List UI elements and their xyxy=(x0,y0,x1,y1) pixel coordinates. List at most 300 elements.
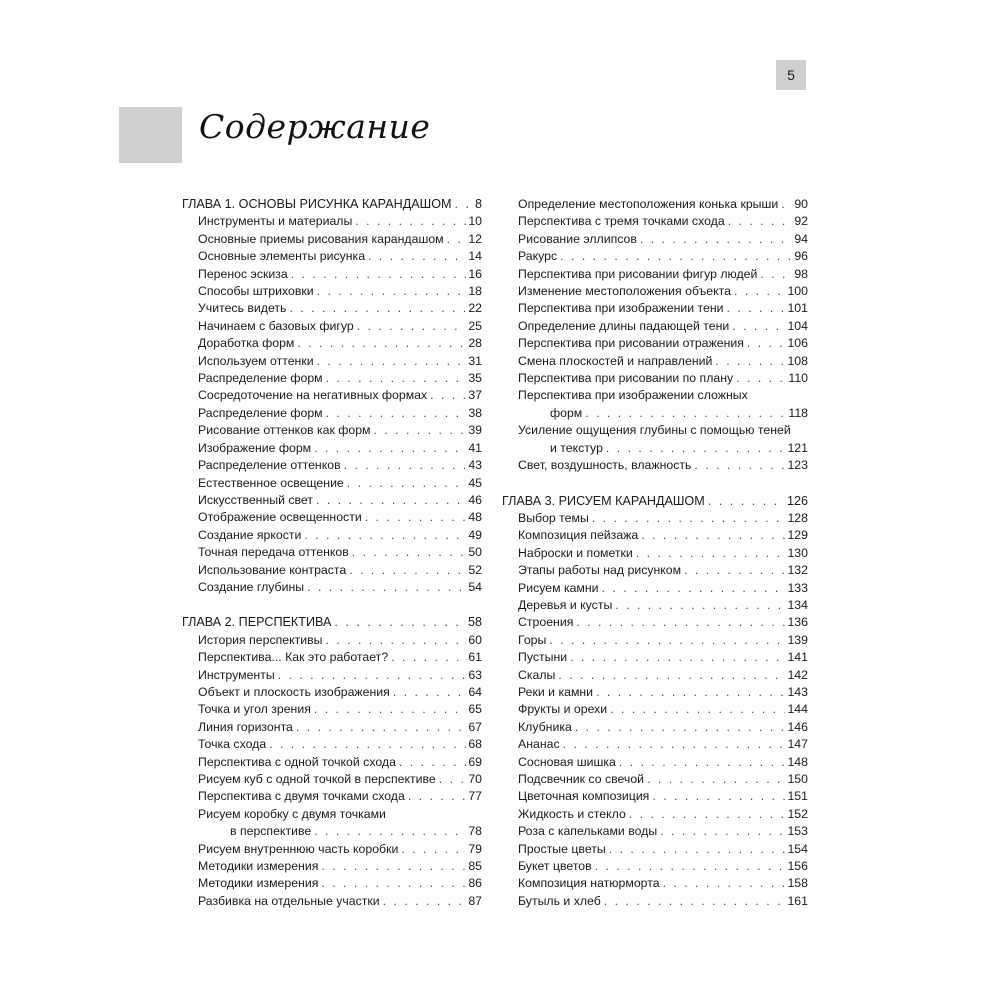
toc-chapter-heading[interactable] xyxy=(182,196,482,213)
toc-entry-label: Учитесь видеть xyxy=(198,301,287,316)
toc-entry-label: Цветочная композиция xyxy=(518,789,650,804)
toc-entry-label: Рисование оттенков как форм xyxy=(198,423,371,438)
dot-leader xyxy=(747,335,786,352)
dot-leader xyxy=(391,649,466,666)
dot-leader xyxy=(439,771,467,788)
toc-entry-label: в перспективе xyxy=(230,824,312,839)
toc-entry[interactable] xyxy=(182,475,482,492)
toc-page-number: 22 xyxy=(468,301,482,316)
toc-entry[interactable] xyxy=(182,858,482,875)
toc-page-number: 132 xyxy=(787,563,808,578)
dot-leader xyxy=(610,701,785,718)
toc-page-number: 87 xyxy=(468,893,482,908)
dot-leader xyxy=(660,823,785,840)
toc-page-number: 121 xyxy=(787,440,808,455)
toc-page-number: 92 xyxy=(794,214,808,229)
title-block-decoration xyxy=(119,107,182,163)
toc-page-number: 48 xyxy=(468,510,482,525)
toc-entry-label: Определение местоположения конька крыши xyxy=(518,197,779,211)
toc-page-number: 69 xyxy=(468,754,482,769)
toc-entry[interactable] xyxy=(182,353,482,370)
dot-leader xyxy=(325,632,466,649)
dot-leader xyxy=(609,841,786,858)
toc-page-number: 31 xyxy=(468,353,482,368)
toc-entry-label: Основные приемы рисования карандашом xyxy=(198,231,444,246)
toc-page-number: 129 xyxy=(787,528,808,543)
toc-entry[interactable] xyxy=(182,736,482,753)
toc-entry-label: Жидкость и стекло xyxy=(518,806,626,821)
dot-leader xyxy=(349,562,466,579)
toc-entry-label: Ананас xyxy=(518,737,560,752)
toc-entry[interactable] xyxy=(502,213,808,230)
dot-leader xyxy=(596,684,785,701)
toc-page-number: 52 xyxy=(468,562,482,577)
toc-page-number: 153 xyxy=(787,824,808,839)
toc-page-number: 60 xyxy=(468,632,482,647)
toc-page-number: 10 xyxy=(468,214,482,229)
toc-entry[interactable] xyxy=(182,527,482,544)
toc-page-number: 54 xyxy=(468,579,482,594)
toc-entry[interactable] xyxy=(502,283,808,300)
dot-leader xyxy=(321,858,466,875)
toc-page-number: 161 xyxy=(787,893,808,908)
toc-page-number: 46 xyxy=(468,492,482,507)
toc-entry-label: Инструменты и материалы xyxy=(198,214,353,229)
toc-page-number: 90 xyxy=(794,197,808,211)
dot-leader xyxy=(399,754,466,771)
toc-entry[interactable] xyxy=(502,719,808,736)
dot-leader xyxy=(344,457,467,474)
toc-entry-label: Объект и плоскость изображения xyxy=(198,684,390,699)
toc-entry[interactable] xyxy=(502,457,808,474)
toc-left-column xyxy=(182,196,482,910)
toc-entry[interactable] xyxy=(182,335,482,352)
dot-leader xyxy=(570,649,785,666)
toc-entry[interactable] xyxy=(182,492,482,509)
dot-leader xyxy=(347,475,467,492)
toc-entry[interactable] xyxy=(502,196,808,213)
toc-entry-label: Распределение форм xyxy=(198,371,323,386)
toc-entry-label: Простые цветы xyxy=(518,841,606,856)
dot-leader xyxy=(694,457,785,474)
dot-leader xyxy=(357,318,467,335)
toc-entry-label: Фрукты и орехи xyxy=(518,702,608,717)
toc-entry-label: Перспектива при изображении сложных xyxy=(518,388,748,403)
toc-entry[interactable] xyxy=(502,387,808,404)
toc-page-number: 154 xyxy=(787,841,808,856)
toc-entry-label: Создание яркости xyxy=(198,527,302,542)
dot-leader xyxy=(314,701,466,718)
dot-leader xyxy=(602,580,786,597)
toc-page-number: 144 xyxy=(787,702,808,717)
toc-entry-label: Рисование эллипсов xyxy=(518,231,637,246)
toc-entry[interactable] xyxy=(182,667,482,684)
toc-entry-label: Этапы работы над рисунком xyxy=(518,563,682,578)
toc-entry-label: Клубника xyxy=(518,719,572,734)
dot-leader xyxy=(326,405,467,422)
toc-entry-label: Букет цветов xyxy=(518,859,592,874)
dot-leader xyxy=(314,823,466,840)
toc-entry-label: Линия горизонта xyxy=(198,719,293,734)
toc-entry[interactable] xyxy=(502,788,808,805)
toc-entry[interactable] xyxy=(182,754,482,771)
dot-leader xyxy=(365,509,467,526)
dot-leader xyxy=(430,387,466,404)
toc-page-number: 41 xyxy=(468,440,482,455)
toc-page-number: 136 xyxy=(787,615,808,630)
dot-leader xyxy=(307,579,466,596)
dot-leader xyxy=(636,545,786,562)
toc-page-number: 45 xyxy=(468,475,482,490)
toc-page-number: 61 xyxy=(468,650,482,665)
toc-entry-label: Перспектива при рисовании отражения xyxy=(518,336,744,351)
toc-entry[interactable] xyxy=(182,213,482,230)
toc-entry-label: Начинаем с базовых фигур xyxy=(198,318,354,333)
dot-leader xyxy=(736,370,786,387)
toc-entry-label: Строения xyxy=(518,615,574,630)
toc-entry[interactable] xyxy=(502,562,808,579)
toc-page-number: 139 xyxy=(787,632,808,647)
toc-entry-label: Перспектива при рисовании по плану xyxy=(518,371,734,386)
toc-entry[interactable] xyxy=(182,231,482,248)
dot-leader xyxy=(640,231,792,248)
toc-page-number: 110 xyxy=(788,371,808,386)
toc-page-number: 151 xyxy=(787,789,808,804)
dot-leader xyxy=(595,858,786,875)
toc-entry[interactable] xyxy=(182,719,482,736)
toc-page-number: 148 xyxy=(787,754,808,769)
dot-leader xyxy=(647,771,785,788)
toc-entry[interactable] xyxy=(502,893,808,910)
dot-leader xyxy=(575,719,786,736)
toc-page-number: 133 xyxy=(787,580,808,595)
toc-entry[interactable] xyxy=(502,858,808,875)
toc-entry[interactable] xyxy=(182,841,482,858)
toc-entry[interactable] xyxy=(502,231,808,248)
dot-leader xyxy=(393,684,467,701)
toc-page-number: 128 xyxy=(787,510,808,525)
toc-entry[interactable] xyxy=(502,806,808,823)
toc-page-number: 37 xyxy=(468,388,482,403)
toc-page-number: 106 xyxy=(787,336,808,351)
dot-leader xyxy=(368,248,466,265)
toc-entry-label: Горы xyxy=(518,632,547,647)
toc-page-number: 101 xyxy=(787,301,808,316)
toc-entry[interactable] xyxy=(502,580,808,597)
section-gap xyxy=(502,475,808,493)
toc-entry[interactable] xyxy=(502,545,808,562)
dot-leader xyxy=(278,667,467,684)
toc-entry[interactable] xyxy=(182,370,482,387)
dot-leader xyxy=(558,667,785,684)
toc-entry[interactable] xyxy=(182,422,482,439)
toc-page-number: 14 xyxy=(468,249,482,264)
dot-leader xyxy=(289,300,466,317)
dot-leader xyxy=(304,527,466,544)
dot-leader xyxy=(408,788,466,805)
toc-entry-label: Сосредоточение на негативных формах xyxy=(198,388,428,403)
toc-entry[interactable] xyxy=(182,509,482,526)
toc-entry-label: Методики измерения xyxy=(198,876,319,891)
toc-entry-label: Подсвечник со свечой xyxy=(518,772,645,786)
toc-entry[interactable] xyxy=(502,527,808,544)
dot-leader xyxy=(715,353,785,370)
toc-page-number: 58 xyxy=(467,615,482,630)
toc-entry-label: Изменение местоположения объекта xyxy=(518,284,731,299)
toc-entry-label: Основные элементы рисунка xyxy=(198,249,366,264)
dot-leader xyxy=(326,370,467,387)
toc-page-number: 86 xyxy=(468,876,482,891)
toc-page-number: 118 xyxy=(788,405,808,420)
dot-leader xyxy=(401,841,466,858)
toc-entry-label: Деревья и кусты xyxy=(518,597,613,612)
toc-entry-continuation[interactable] xyxy=(502,440,808,457)
toc-entry-label: Смена плоскостей и направлений xyxy=(518,353,713,368)
dot-leader xyxy=(734,283,785,300)
toc-entry-label: Перспектива с одной точкой схода xyxy=(198,754,396,769)
toc-entry[interactable] xyxy=(502,300,808,317)
toc-entry-label: Свет, воздушность, влажность xyxy=(518,458,692,473)
dot-leader xyxy=(604,893,786,910)
dot-leader xyxy=(728,213,793,230)
dot-leader xyxy=(269,736,466,753)
toc-page-number: 143 xyxy=(787,684,808,699)
dot-leader xyxy=(732,318,785,335)
toc-entry[interactable] xyxy=(182,300,482,317)
toc-page-number: 126 xyxy=(786,493,808,508)
dot-leader xyxy=(560,248,792,265)
toc-chapter-heading[interactable] xyxy=(502,493,808,510)
toc-entry[interactable] xyxy=(182,457,482,474)
toc-entry[interactable] xyxy=(182,875,482,892)
toc-entry-label: Композиция пейзажа xyxy=(518,528,639,543)
toc-page-number: 79 xyxy=(468,841,482,856)
toc-entry[interactable] xyxy=(182,440,482,457)
toc-page-number: 94 xyxy=(794,231,808,246)
toc-page-number: 16 xyxy=(468,266,482,281)
dot-leader xyxy=(296,719,466,736)
toc-entry-label: Перспектива с двумя точками схода xyxy=(198,789,405,804)
toc-entry[interactable] xyxy=(182,544,482,561)
toc-page-number: 156 xyxy=(787,859,808,874)
toc-entry-label: и текстур xyxy=(550,440,603,455)
toc-entry-continuation[interactable] xyxy=(182,823,482,840)
toc-entry[interactable] xyxy=(502,510,808,527)
dot-leader xyxy=(727,300,786,317)
toc-entry-label: Перспектива при рисовании фигур людей xyxy=(518,266,758,281)
toc-entry[interactable] xyxy=(502,684,808,701)
toc-entry-label: Сосновая шишка xyxy=(518,754,616,769)
toc-entry[interactable] xyxy=(502,266,808,283)
toc-page-number: 158 xyxy=(787,876,808,891)
dot-leader xyxy=(355,213,466,230)
toc-page-number: 96 xyxy=(794,249,808,264)
dot-leader xyxy=(317,353,467,370)
toc-entry[interactable] xyxy=(182,318,482,335)
toc-page-number: 39 xyxy=(468,423,482,438)
toc-page-number: 25 xyxy=(468,318,482,333)
toc-page-number: 123 xyxy=(787,458,808,473)
toc-entry[interactable] xyxy=(502,614,808,631)
toc-page-number: 146 xyxy=(787,719,808,734)
toc-entry[interactable] xyxy=(182,771,482,788)
toc-entry[interactable] xyxy=(182,266,482,283)
toc-page-number: 98 xyxy=(794,266,808,281)
toc-entry-label: Создание глубины xyxy=(198,579,305,594)
toc-entry[interactable] xyxy=(182,579,482,596)
toc-chapter-heading[interactable] xyxy=(182,614,482,631)
toc-entry[interactable] xyxy=(502,248,808,265)
toc-entry[interactable] xyxy=(182,893,482,910)
toc-entry-label: Пустыни xyxy=(518,650,568,665)
toc-page-number: 150 xyxy=(787,772,808,786)
toc-entry[interactable] xyxy=(502,649,808,666)
toc-entry-label: История перспективы xyxy=(198,632,323,647)
toc-page-number: 78 xyxy=(468,824,482,839)
toc-entry-label: Используем оттенки xyxy=(198,353,314,368)
toc-entry-label: Рисуем камни xyxy=(518,580,599,595)
toc-entry[interactable] xyxy=(182,701,482,718)
toc-entry[interactable] xyxy=(182,248,482,265)
toc-entry[interactable] xyxy=(502,632,808,649)
toc-entry-label: Перенос эскиза xyxy=(198,266,288,281)
dot-leader xyxy=(592,510,786,527)
toc-entry-label: Рисуем внутреннюю часть коробки xyxy=(198,841,399,856)
toc-page-number: 100 xyxy=(787,284,808,299)
dot-leader xyxy=(291,266,467,283)
dot-leader xyxy=(316,492,466,509)
toc-entry-label: Усиление ощущения глубины с помощью теней xyxy=(518,423,791,438)
dot-leader xyxy=(374,422,467,439)
toc-entry[interactable] xyxy=(182,684,482,701)
toc-page-number: 104 xyxy=(787,318,808,333)
toc-entry-label: Композиция натюрморта xyxy=(518,876,660,891)
toc-entry[interactable] xyxy=(502,823,808,840)
page-number: 5 xyxy=(776,60,806,90)
toc-entry-label: Определение длины падающей тени xyxy=(518,318,730,333)
toc-entry-label: Точка схода xyxy=(198,737,267,752)
toc-entry[interactable] xyxy=(182,283,482,300)
dot-leader xyxy=(641,527,785,544)
toc-entry[interactable] xyxy=(502,667,808,684)
toc-entry-label: ГЛАВА 1. ОСНОВЫ РИСУНКА КАРАНДАШОМ xyxy=(182,197,452,211)
dot-leader xyxy=(663,875,786,892)
toc-page-number: 130 xyxy=(787,545,808,560)
toc-page-number: 67 xyxy=(468,719,482,734)
toc-entry-label: Естественное освещение xyxy=(198,475,344,490)
toc-entry[interactable] xyxy=(182,405,482,422)
dot-leader xyxy=(619,754,786,771)
toc-entry-label: Отображение освещенности xyxy=(198,510,362,525)
toc-entry[interactable] xyxy=(182,649,482,666)
toc-entry-label: Точка и угол зрения xyxy=(198,702,311,717)
toc-entry[interactable] xyxy=(502,597,808,614)
toc-entry[interactable] xyxy=(502,370,808,387)
toc-entry[interactable] xyxy=(502,771,808,788)
toc-page-number: 28 xyxy=(468,336,482,351)
toc-entry[interactable] xyxy=(502,318,808,335)
toc-entry[interactable] xyxy=(502,422,808,439)
toc-entry-label: Выбор темы xyxy=(518,510,589,525)
toc-entry-label: Перспектива... Как это работает? xyxy=(198,650,389,665)
toc-entry-label: ГЛАВА 2. ПЕРСПЕКТИВА xyxy=(182,615,332,630)
dot-leader xyxy=(606,440,786,457)
toc-entry-label: Изображение форм xyxy=(198,440,312,455)
toc-entry[interactable] xyxy=(502,754,808,771)
toc-entry[interactable] xyxy=(502,841,808,858)
toc-page-number: 147 xyxy=(787,737,808,752)
toc-entry-label: Реки и камни xyxy=(518,684,594,699)
toc-page-number: 141 xyxy=(787,650,808,665)
toc-entry-label: форм xyxy=(550,405,583,420)
toc-page-number: 65 xyxy=(468,702,482,717)
page-title: Содержание xyxy=(199,107,431,146)
toc-page-number: 43 xyxy=(468,458,482,473)
toc-page-number: 8 xyxy=(474,197,482,211)
toc-page-number: 134 xyxy=(787,597,808,612)
toc-entry-label: Методики измерения xyxy=(198,859,319,874)
toc-page-number: 35 xyxy=(468,371,482,386)
toc-entry-label: Рисуем коробку с двумя точками xyxy=(198,806,386,821)
toc-entry-label: Доработка форм xyxy=(198,336,295,351)
toc-entry[interactable] xyxy=(182,632,482,649)
toc-entry[interactable] xyxy=(502,701,808,718)
toc-entry-continuation[interactable] xyxy=(502,405,808,422)
toc-page-number: 68 xyxy=(468,737,482,752)
dot-leader xyxy=(314,440,466,457)
toc-entry-label: Распределение оттенков xyxy=(198,458,341,473)
toc-page-number: 12 xyxy=(468,231,482,246)
toc-page-number: 77 xyxy=(468,789,482,804)
dot-leader xyxy=(455,196,473,213)
toc-page-number: 64 xyxy=(468,684,482,699)
toc-entry[interactable] xyxy=(502,335,808,352)
toc-entry[interactable] xyxy=(502,875,808,892)
toc-page-number: 50 xyxy=(468,545,482,560)
toc-page-number: 70 xyxy=(468,772,482,786)
toc-entry[interactable] xyxy=(182,806,482,823)
toc-entry-label: Перспектива с тремя точками схода xyxy=(518,214,725,229)
toc-right-column xyxy=(502,196,808,910)
dot-leader xyxy=(615,597,785,614)
toc-entry-label: Роза с капельками воды xyxy=(518,824,658,839)
dot-leader xyxy=(629,806,786,823)
toc-entry-label: Искусственный свет xyxy=(198,492,313,507)
toc-page-number: 142 xyxy=(787,667,808,682)
dot-leader xyxy=(684,562,785,579)
toc-entry[interactable] xyxy=(182,788,482,805)
dot-leader xyxy=(447,231,467,248)
dot-leader xyxy=(563,736,786,753)
dot-leader xyxy=(321,875,466,892)
toc-page-number: 63 xyxy=(468,667,482,682)
toc-entry-label: Распределение форм xyxy=(198,405,323,420)
toc-entry[interactable] xyxy=(182,387,482,404)
toc-entry-label: ГЛАВА 3. РИСУЕМ КАРАНДАШОМ xyxy=(502,493,705,508)
toc-entry-label: Скалы xyxy=(518,667,556,682)
dot-leader xyxy=(652,788,785,805)
dot-leader xyxy=(317,283,467,300)
toc-page-number: 38 xyxy=(468,405,482,420)
toc-page-number: 152 xyxy=(787,806,808,821)
dot-leader xyxy=(585,405,786,422)
toc-page-number: 108 xyxy=(787,353,808,368)
toc-entry[interactable] xyxy=(182,562,482,579)
dot-leader xyxy=(383,893,467,910)
toc-entry[interactable] xyxy=(502,736,808,753)
toc-entry[interactable] xyxy=(502,353,808,370)
toc-entry-label: Бутыль и хлеб xyxy=(518,893,601,908)
